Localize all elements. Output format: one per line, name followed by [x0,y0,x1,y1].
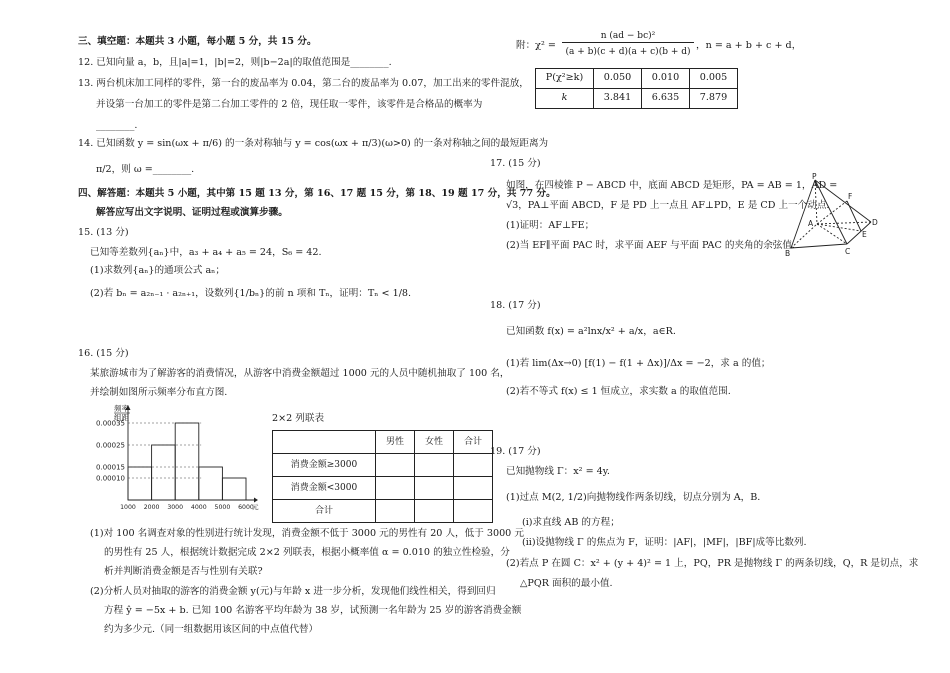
contingency-header-row [273,431,493,454]
edge-FE [847,201,861,231]
question-13-line-1: 13. 两台机床加工同样的零件，第一台的废品率为 0.04，第二台的废品率为 0.07，加工出来的零件混放， [78,78,529,89]
contingency-header-blank [273,431,376,454]
contingency-header-female: 女性 [415,431,454,454]
question-16-stem-2: 并绘制如图所示频率分布直方图. [90,387,228,398]
contingency-cell [415,477,454,500]
x-tick-label: 1000 [120,504,136,511]
contingency-row-label: 合计 [273,500,376,523]
critical-value-cell: 6.635 [642,89,690,109]
question-18-stem: 已知函数 f(x) = a²lnx/x² + a/x，a∈R. [506,326,676,337]
contingency-row [273,500,493,523]
question-19-stem: 已知抛物线 Γ：x² = 4y. [506,466,610,477]
question-16-part-1-line-2: 的男性有 25 人，根据统计数据完成 2×2 列联表，根据小概率值 α = 0.010 的独立性检验，分 [104,547,510,558]
critical-value-cell: 7.879 [690,89,738,109]
label-A: A [808,219,814,228]
x-tick-label: 5000 [214,504,231,511]
label-P: P [812,172,817,181]
question-17-part-2: (2)当 EF∥平面 PAC 时，求平面 AEF 与平面 PAC 的夹角的余弦值. [506,240,796,251]
label-D: D [872,218,878,227]
question-19-part-2-line-2: △PQR 面积的最小值. [520,578,613,589]
contingency-cell [376,500,415,523]
question-19-heading: 19. (17 分) [490,446,541,457]
y-tick-label: 0.00010 [96,474,125,483]
critical-value-row-k [536,89,738,109]
question-16-part-2-line-1: (2)分析人员对抽取的游客的消费金额 y(元)与年龄 x 进一步分析，发现他们线性相关，得到回归 [90,586,496,597]
histogram-bar [128,467,152,500]
critical-value-table [535,68,738,109]
section-4-heading: 四、解答题：本题共 5 小题，其中第 15 题 13 分，第 16、17 题 15 分，第 18、19 题 17 分，共 77 分。 [78,188,556,199]
edge-BC [791,244,847,248]
histogram-bar [222,478,246,500]
label-F: F [848,192,853,201]
question-12: 12. 已知向量 a，b，且|a|=1，|b|=2，则|b−2a|的取值范围是________. [78,57,392,68]
edge-PD [815,180,871,222]
x-tick-label: 4000 [190,504,207,511]
edge-AD [817,222,871,224]
histogram-bar [175,423,199,500]
question-17-part-1: (1)证明：AF⊥FE； [506,220,595,231]
question-16-stem-1: 某旅游城市为了解游客的消费情况，从游客中消费金额超过 1000 元的人员中随机抽取了 100 名， [90,368,510,379]
question-16-heading: 16. (15 分) [78,348,129,359]
x-tick-label: 6000 [238,504,254,511]
question-19-part-1: (1)过点 M(2, 1/2)向抛物线作两条切线，切点分别为 A，B. [506,492,761,503]
label-C: C [845,247,851,256]
question-15-part-2: (2)若 bₙ = a₂ₙ₋₁ · a₂ₙ₊₁，设数列{1/bₙ}的前 n 项和 Tₙ，证明：Tₙ < 1/8. [90,288,412,299]
question-18-part-2: (2)若不等式 f(x) ≤ 1 恒成立，求实数 a 的取值范围. [506,386,731,397]
question-17-heading: 17. (15 分) [490,158,541,169]
question-14-line-1: 14. 已知函数 y = sin(ωx + π/6) 的一条对称轴与 y = cos(ωx + π/3)(ω>0) 的一条对称轴之间的最短距离为 [78,138,549,149]
chi-square-formula-numerator: n (ad − bc)² [562,30,694,43]
label-B: B [785,249,791,258]
question-13-line-3: ________. [96,120,138,131]
critical-value-cell: k [536,89,594,109]
question-15-heading: 15. (13 分) [78,227,129,238]
question-14-line-2: π/2，则 ω =________. [96,164,195,175]
critical-value-cell: P(χ²≥k) [536,69,594,89]
critical-value-cell: 0.010 [642,69,690,89]
question-16-part-2-line-2: 方程 ŷ = −5x + b. 已知 100 名游客平均年龄为 38 岁，试预测一名年龄为 25 岁的游客消费金额 [104,605,522,616]
pyramid-figure [785,172,880,258]
chi-square-formula-suffix: ，n = a + b + c + d， [696,40,802,51]
critical-value-cell: 0.050 [594,69,642,89]
histogram-chart [82,402,257,522]
contingency-row [273,454,493,477]
question-16-part-2-line-3: 约为多少元.（同一组数据用该区间的中点值代替） [104,624,319,635]
question-18-heading: 18. (17 分) [490,300,541,311]
x-tick-label: 2000 [143,504,160,511]
edge-PA [815,180,817,224]
contingency-cell [376,454,415,477]
y-tick-label: 0.00035 [96,419,125,428]
section-4-instructions: 解答应写出文字说明、证明过程或演算步骤。 [96,207,288,218]
edge-PB [791,180,815,248]
y-tick-label: 0.00015 [96,463,125,472]
contingency-table [272,430,493,523]
contingency-cell [454,477,493,500]
section-3-heading: 三、填空题：本题共 3 小题，每小题 5 分，共 15 分。 [78,36,317,47]
contingency-header-male: 男性 [376,431,415,454]
critical-value-cell: 3.841 [594,89,642,109]
chi-square-formula-denominator: (a + b)(c + d)(a + c)(b + d) [565,47,691,57]
question-19-part-1-i: (i)求直线 AB 的方程； [522,517,620,528]
edge-AF [817,201,847,224]
contingency-row-label: 消费金额≥3000 [273,454,376,477]
contingency-cell [454,500,493,523]
contingency-title: 2×2 列联表 [272,413,325,424]
contingency-row [273,477,493,500]
histogram-bar [152,445,176,500]
contingency-header-total: 合计 [454,431,493,454]
label-E: E [862,230,867,239]
question-17-stem-2: √3，PA⊥平面 ABCD，F 是 PD 上一点且 AF⊥PD，E 是 CD 上一个动点. [506,200,830,211]
question-15-part-1: (1)求数列{aₙ}的通项公式 aₙ； [90,265,225,276]
contingency-cell [454,454,493,477]
question-13-line-2: 并设第一台加工的零件是第二台加工零件的 2 倍，现任取一零件，该零件是合格品的概率为 [96,99,483,110]
question-16-part-1-line-3: 析并判断消费金额是否与性别有关联? [104,566,263,577]
x-axis-arrow [254,498,258,503]
question-19-part-2-line-1: (2)若点 P 在圆 C：x² + (y + 4)² = 1 上，PQ，PR 是抛物线 Γ 的两条切线，Q，R 是切点，求 [506,558,919,569]
contingency-row-label: 消费金额<3000 [273,477,376,500]
edge-PC [815,180,847,244]
contingency-cell [415,454,454,477]
y-axis-label: 组距 [114,413,129,422]
chi-square-formula-prefix: 附：χ² = [516,40,556,51]
x-axis-label: 元 [252,503,259,511]
contingency-cell [376,477,415,500]
contingency-cell [415,500,454,523]
question-15-stem: 已知等差数列{aₙ}中，a₃ + a₄ + a₅ = 24，S₆ = 42. [90,247,322,258]
question-17-stem-1: 如图，在四棱锥 P − ABCD 中，底面 ABCD 是矩形，PA = AB = 1，AD = [506,180,838,191]
question-18-part-1: (1)若 lim(Δx→0) [f(1) − f(1 + Δx)]/Δx = −2，求 a 的值； [506,358,771,369]
critical-value-cell: 0.005 [690,69,738,89]
question-16-part-1-line-1: (1)对 100 名调查对象的性别进行统计发现，消费金额不低于 3000 元的男性有 20 人，低于 3000 元 [90,528,524,539]
edge-CD [847,222,871,244]
x-tick-label: 3000 [167,504,184,511]
critical-value-row-p [536,69,738,89]
y-tick-label: 0.00025 [96,441,125,450]
y-axis-label: 频率 [114,404,129,413]
histogram-bar [199,467,223,500]
question-19-part-1-ii: (ii)设抛物线 Γ 的焦点为 F，证明：|AF|，|MF|，|BF|成等比数列. [522,537,807,548]
